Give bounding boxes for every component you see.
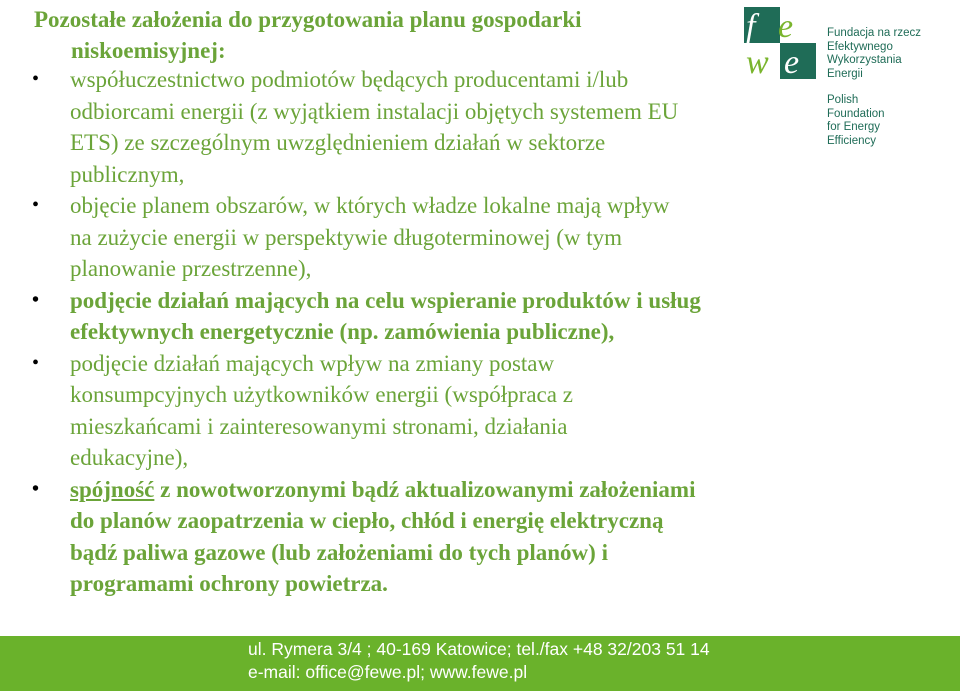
org-line: Fundacja na rzecz <box>827 27 921 39</box>
bullet-line: konsumpcyjnych użytkowników energii (współpraca z <box>70 382 573 407</box>
fewe-logo-icon <box>740 3 820 83</box>
bullet-line: edukacyjne), <box>70 445 189 470</box>
bullet-line-rest: z nowotworzonymi bądź aktualizowanymi założeniami <box>154 476 696 502</box>
bullet-line: ETS) ze szczególnym uwzględnieniem działań w sektorze <box>70 130 606 155</box>
footer-bar <box>0 636 960 691</box>
bullet-line: programami ochrony powietrza. <box>70 571 388 596</box>
bullet-item-4 <box>32 348 810 474</box>
bullet-dot: • <box>32 351 40 374</box>
bullet-line: mieszkańcami i zainteresowanymi stronami, działania <box>70 413 568 439</box>
bullet-line <box>70 474 810 506</box>
bullet-line: podjęcie działań mających wpływ na zmiany postaw <box>70 350 555 376</box>
org-line: Energii <box>827 67 863 80</box>
bullet-line: efektywnych energetycznie (np. zamówienia publiczne), <box>70 319 615 344</box>
org-name-polish <box>827 27 921 81</box>
logo-mark-w: w <box>746 44 769 81</box>
bullet-dot: • <box>32 194 40 216</box>
org-line: Wykorzystania <box>827 54 902 66</box>
org-line: Foundation <box>827 107 885 120</box>
bullet-line: bądź paliwa gazowe (lub założeniami do tych planów) i <box>70 539 608 565</box>
bullet-line: publicznym, <box>70 161 185 187</box>
bullet-item-2 <box>32 190 810 285</box>
org-line: for Energy <box>827 121 881 133</box>
org-line: Efficiency <box>827 134 877 147</box>
bullet-item-1 <box>32 64 810 190</box>
bullet-item-5 <box>32 474 810 600</box>
bullet-line: objęcie planem obszarów, w których władze lokalne mają wpływ <box>70 193 670 218</box>
org-line: Efektywnego <box>827 40 893 53</box>
org-name-english <box>827 94 885 148</box>
footer-contact: e-mail: office@fewe.pl; www.fewe.pl <box>248 662 528 682</box>
logo-mark-e2: e <box>784 44 800 81</box>
footer-address: ul. Rymera 3/4 ; 40-169 Katowice; tel./fax +48 32/203 51 14 <box>248 639 710 659</box>
slide-title <box>34 4 804 66</box>
bullet-item-3 <box>32 285 810 348</box>
bullet-line: współuczestnictwo podmiotów będących producentami i/lub <box>70 67 629 92</box>
bullet-line: odbiorcami energii (z wyjątkiem instalacji objętych systemem EU <box>70 98 679 124</box>
bullet-line: na zużycie energii w perspektywie długoterminowej (w tym <box>70 224 623 250</box>
bullet-line: planowanie przestrzenne), <box>70 256 312 281</box>
logo-mark-e1: e <box>778 8 794 45</box>
bullet-dot: • <box>32 288 40 311</box>
org-line: Polish <box>827 94 859 106</box>
bullet-list <box>32 64 810 600</box>
bullet-line: do planów zaopatrzenia w ciepło, chłód i energię elektryczną <box>70 508 664 533</box>
bullet-dot: • <box>32 68 40 90</box>
title-line-1: Pozostałe założenia do przygotowania planu gospodarki <box>34 7 582 32</box>
bullet-dot: • <box>32 477 40 500</box>
underlined-word: spójność <box>70 476 155 502</box>
bullet-line: podjęcie działań mających na celu wspieranie produktów i usług <box>70 287 701 313</box>
logo-mark-f: f <box>746 8 756 45</box>
title-line-2: niskoemisyjnej: <box>71 38 226 63</box>
